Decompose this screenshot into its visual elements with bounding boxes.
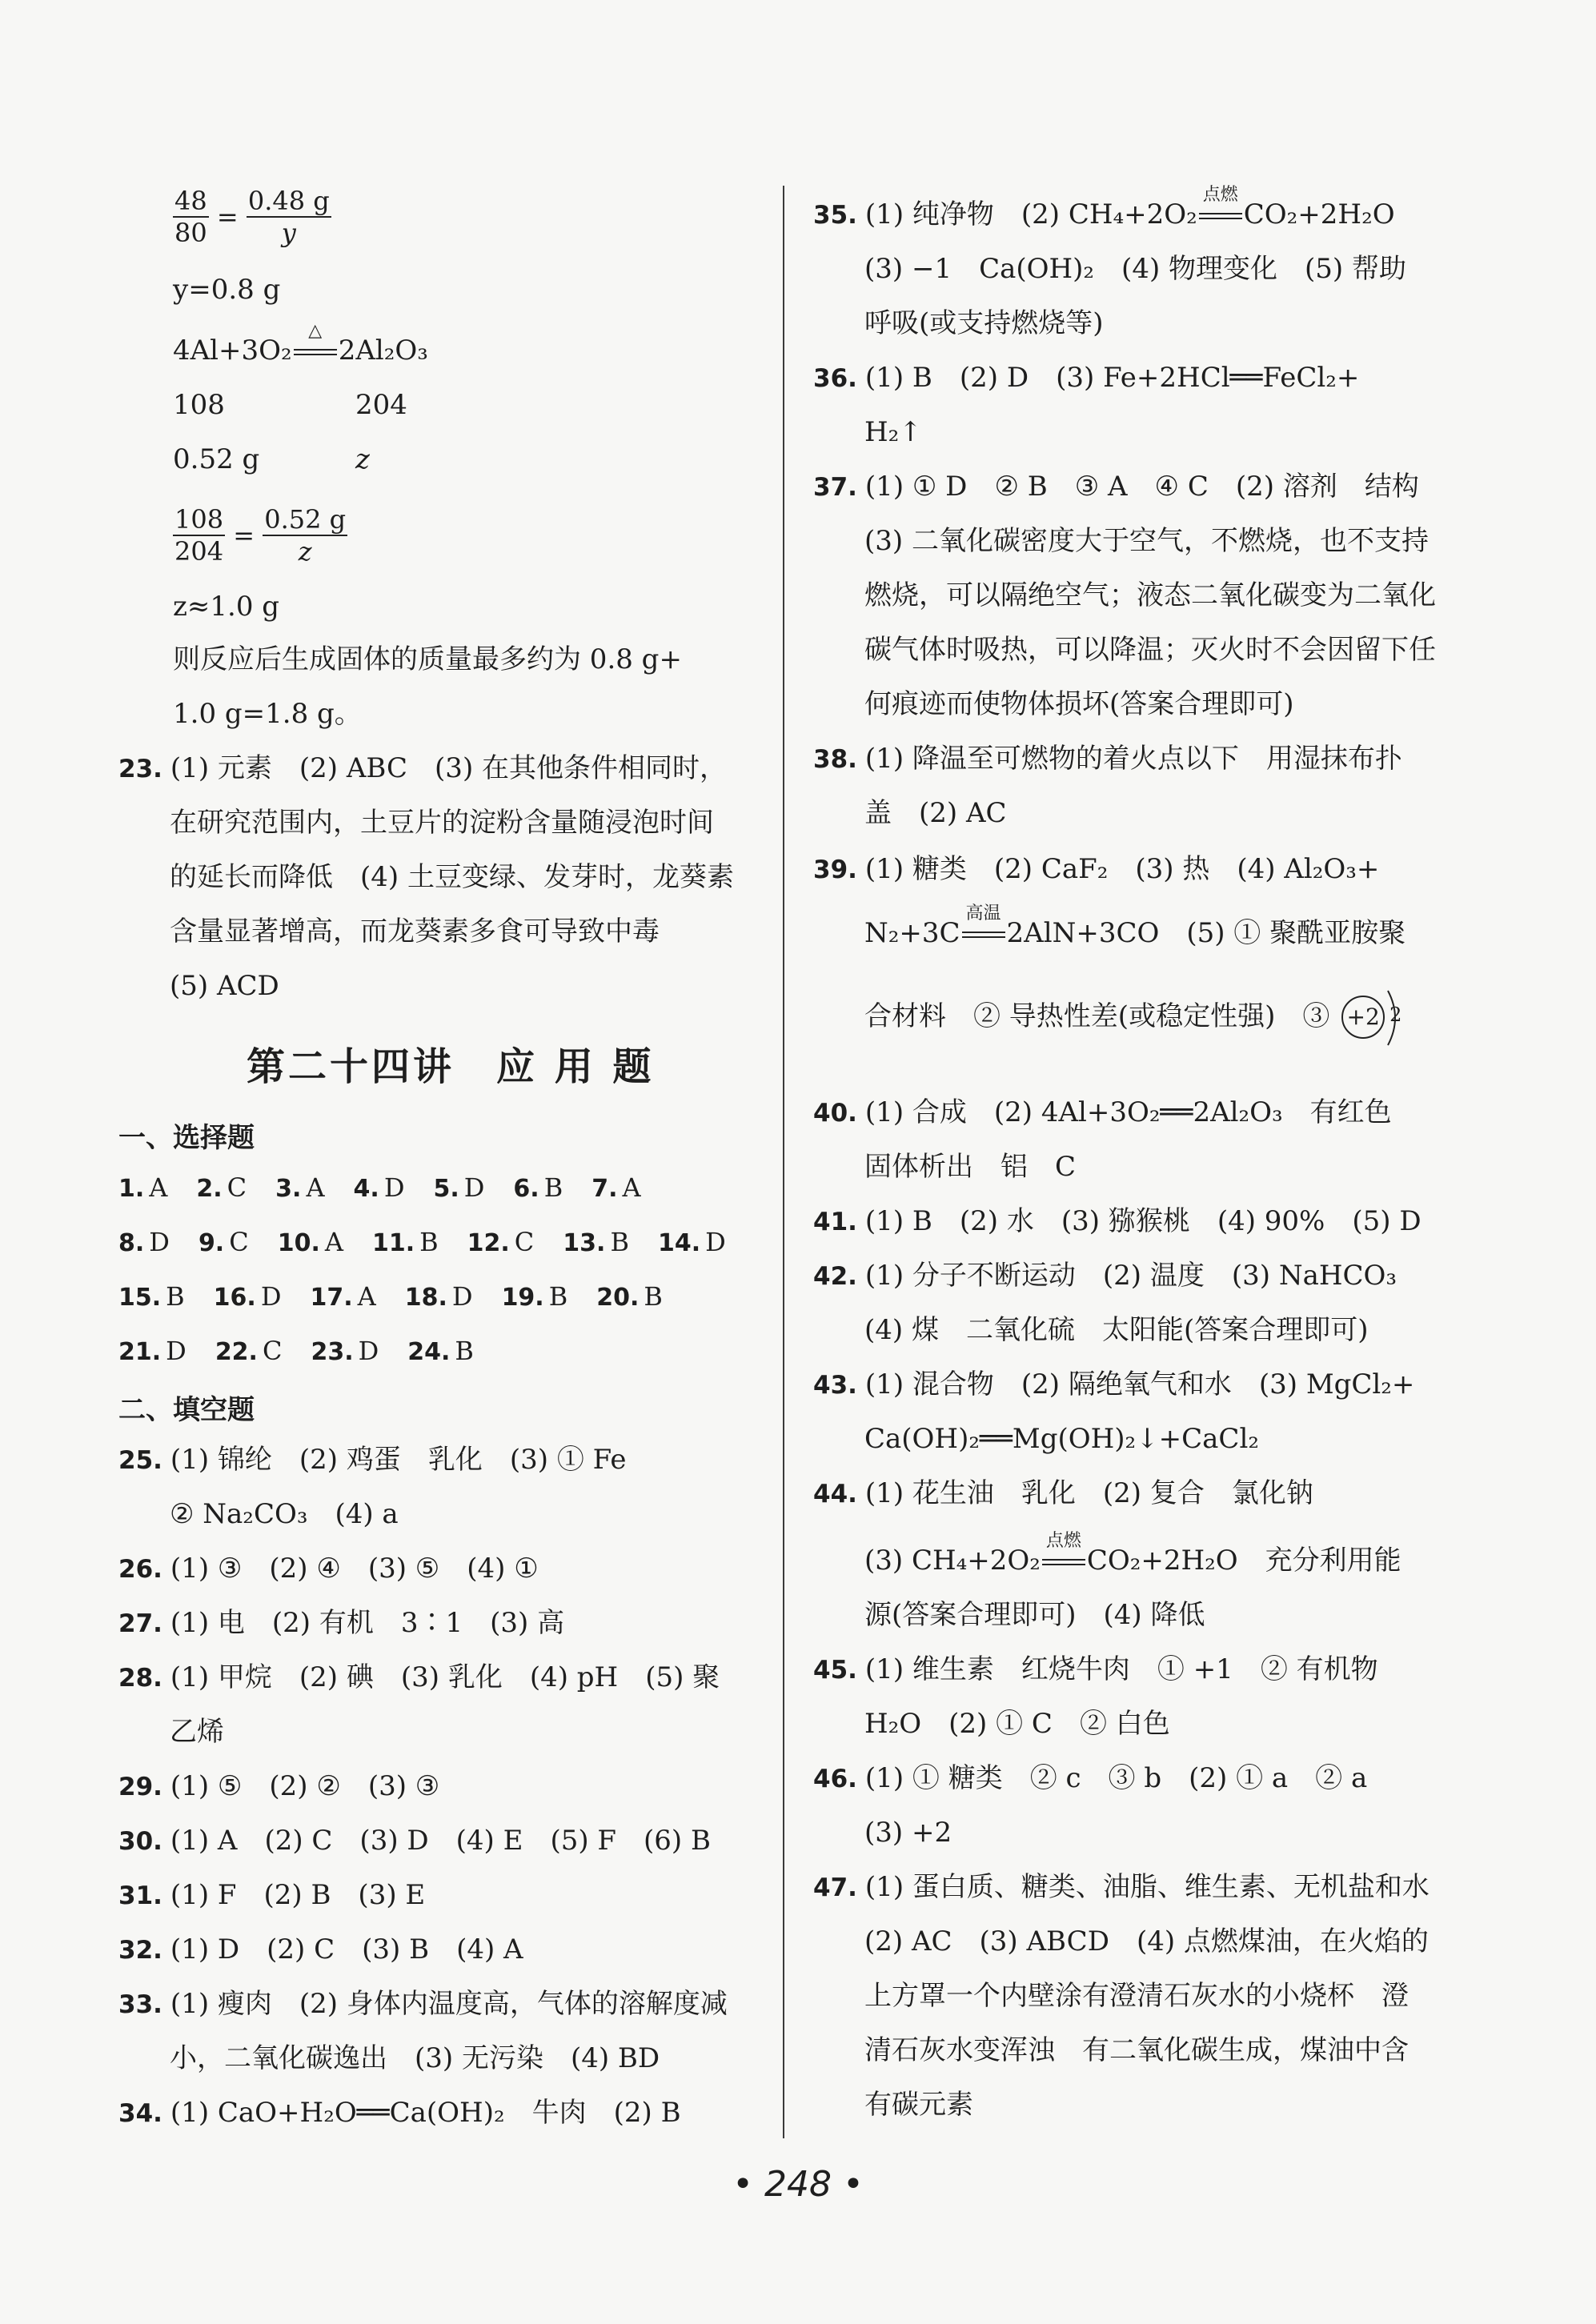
question-number: 30. xyxy=(118,1827,162,1856)
question-number: 11. xyxy=(371,1229,415,1257)
answer-line: 呼吸(或支持燃烧等) xyxy=(864,307,1104,339)
mc-item xyxy=(591,1170,640,1207)
question-number: 32. xyxy=(118,1936,162,1965)
question-number: 23. xyxy=(118,755,162,783)
question-number: 20. xyxy=(596,1284,640,1312)
condition-label: 点燃 xyxy=(1202,185,1238,205)
fraction-48-80: $\frac{48}{80}$ = $\frac{0.48 g}{y}$ xyxy=(174,186,330,248)
answer-line: 燃烧，可以隔绝空气；液态二氧化碳变为二氧化 xyxy=(864,579,1436,611)
answer-text: (3) CH₄+2O₂ xyxy=(864,1545,1041,1577)
mc-item xyxy=(563,1224,629,1261)
question-number: 24. xyxy=(407,1338,451,1366)
answer-line: 何痕迹而使物体损坏(答案合理即可) xyxy=(864,688,1294,720)
answer-line: ② Na₂CO₃ (4) a xyxy=(170,1498,399,1530)
answer-text: (1) CaO+H₂O══Ca(OH)₂ 牛肉 (2) B xyxy=(170,2097,681,2129)
answer-46 xyxy=(813,1761,1367,1797)
question-number: 21. xyxy=(118,1338,162,1366)
mass-value: z xyxy=(355,443,370,475)
frac-numerator: 0.48 g xyxy=(247,186,330,216)
answer-letter: D xyxy=(451,1281,473,1312)
question-number: 29. xyxy=(118,1773,162,1801)
question-number: 17. xyxy=(310,1284,353,1312)
answer-item xyxy=(118,1769,439,1805)
answer-item xyxy=(118,1877,425,1913)
answer-line: 上方罩一个内壁涂有澄清石灰水的小烧杯 澄 xyxy=(864,1980,1409,2012)
question-number: 3. xyxy=(275,1175,302,1203)
electron-shell-arc xyxy=(1385,989,1404,1047)
answer-line: (3) 二氧化碳密度大于空气，不燃烧，也不支持 xyxy=(864,525,1429,557)
answer-40 xyxy=(813,1095,1392,1131)
answer-text: (1) F (2) B (3) E xyxy=(170,1879,426,1911)
answer-line: 源(答案合理即可) (4) 降低 xyxy=(864,1599,1205,1631)
answer-text: (1) 花生油 乳化 (2) 复合 氯化钠 xyxy=(864,1477,1313,1509)
answer-letter: A xyxy=(149,1172,168,1203)
answer-37-line xyxy=(813,469,1419,505)
answer-item xyxy=(118,1932,523,1968)
question-number: 25. xyxy=(118,1446,162,1475)
answer-text: (1) B (2) D (3) Fe+2HCl══FeCl₂+ xyxy=(864,362,1360,394)
question-number: 14. xyxy=(657,1229,701,1257)
answer-letter: C xyxy=(227,1172,247,1203)
answer-item xyxy=(118,1442,627,1478)
mc-item xyxy=(275,1170,324,1207)
question-number: 1. xyxy=(118,1175,145,1203)
answer-text: (1) 电 (2) 有机 3∶1 (3) 高 xyxy=(170,1607,565,1639)
frac-denominator: z xyxy=(298,536,312,567)
fill-blank-heading: 二、填空题 xyxy=(118,1394,255,1426)
answer-item xyxy=(118,1660,720,1696)
mass-value: 108 xyxy=(173,389,225,421)
conclusion-line: 则反应后生成固体的质量最多约为 0.8 g+ xyxy=(173,643,682,675)
answer-47 xyxy=(813,1869,1430,1905)
answer-letter: A xyxy=(622,1172,641,1203)
mc-row xyxy=(118,1333,503,1370)
question-number: 40. xyxy=(813,1099,857,1128)
atom-structure-diagram xyxy=(1338,1000,1410,1036)
result-z: z≈1.0 g xyxy=(173,591,280,623)
question-number: 33. xyxy=(118,1990,162,2019)
molar-mass-row xyxy=(173,387,407,423)
equation-reactants: 4Al+3O₂ xyxy=(173,335,292,367)
answer-line: H₂O (2) ① C ② 白色 xyxy=(864,1708,1170,1740)
question-number: 26. xyxy=(118,1555,162,1584)
mc-item xyxy=(433,1170,484,1207)
frac-numerator: 108 xyxy=(174,504,224,535)
answer-line: (3) +2 xyxy=(864,1817,952,1849)
condition-label: 点燃 xyxy=(1045,1531,1081,1551)
question-number: 22. xyxy=(215,1338,258,1366)
answer-line xyxy=(864,1531,1402,1578)
mc-item xyxy=(118,1224,170,1261)
answer-line: 含量显著增高，而龙葵素多食可导致中毒 xyxy=(170,916,660,948)
mc-item xyxy=(278,1224,343,1261)
answer-item xyxy=(118,1551,539,1587)
fraction-108-204: $\frac{108}{204}$ = $\frac{0.52 g}{z}$ xyxy=(174,504,347,567)
answer-line: Ca(OH)₂══Mg(OH)₂↓+CaCl₂ xyxy=(864,1423,1259,1455)
answer-letter: D xyxy=(149,1227,170,1257)
answer-line: 在研究范围内，土豆片的淀粉含量随浸泡时间 xyxy=(170,807,714,839)
mc-item xyxy=(658,1224,726,1261)
question-number: 45. xyxy=(813,1656,857,1685)
mc-item xyxy=(354,1170,405,1207)
answer-letter: D xyxy=(358,1336,379,1366)
page-number: • 248 • xyxy=(732,2164,864,2205)
answer-text: (1) B (2) 水 (3) 猕猴桃 (4) 90% (5) D xyxy=(864,1205,1422,1237)
answer-text: (1) 糖类 (2) CaF₂ (3) 热 (4) Al₂O₃+ xyxy=(864,853,1380,885)
answer-line: H₂↑ xyxy=(864,416,922,448)
question-number: 19. xyxy=(501,1284,544,1312)
answer-item xyxy=(118,1605,564,1641)
mc-item xyxy=(405,1279,473,1316)
question-number: 44. xyxy=(813,1480,857,1509)
question-number: 41. xyxy=(813,1208,857,1236)
question-number: 8. xyxy=(118,1229,145,1257)
answer-line xyxy=(864,904,1406,951)
answer-text: (1) D (2) C (3) B (4) A xyxy=(170,1933,523,1965)
answer-text: (1) ③ (2) ④ (3) ⑤ (4) ① xyxy=(170,1553,539,1585)
question-number: 4. xyxy=(353,1175,379,1203)
answer-letter: C xyxy=(262,1336,283,1366)
multiple-choice-heading: 一、选择题 xyxy=(118,1122,255,1154)
answer-text: 2AlN+3CO (5) ① 聚酰亚胺聚 xyxy=(1006,917,1406,949)
answer-text: (1) 合成 (2) 4Al+3O₂══2Al₂O₃ 有红色 xyxy=(864,1096,1392,1128)
answer-text: (1) ① 糖类 ② c ③ b (2) ① a ② a xyxy=(864,1762,1368,1794)
answer-line: 碳气体时吸热，可以降温；灭火时不会因留下任 xyxy=(864,634,1436,666)
mc-item xyxy=(596,1279,663,1316)
mc-item xyxy=(467,1224,535,1261)
answer-41 xyxy=(813,1204,1422,1240)
mc-item xyxy=(502,1279,568,1316)
mc-item xyxy=(407,1333,474,1370)
question-number: 31. xyxy=(118,1881,162,1910)
answer-item xyxy=(118,2095,681,2131)
answer-letter: B xyxy=(548,1281,568,1312)
answer-letter: B xyxy=(543,1172,563,1203)
mass-value: 0.52 g xyxy=(173,443,260,475)
answer-23-line xyxy=(118,751,727,787)
mc-item xyxy=(118,1333,186,1370)
answer-35 xyxy=(813,185,1395,233)
answer-text: CO₂+2H₂O xyxy=(1243,198,1395,230)
frac-numerator: 48 xyxy=(174,186,207,216)
answer-text: (1) 降温至可燃物的着火点以下 用湿抹布扑 xyxy=(864,743,1402,775)
question-number: 5. xyxy=(433,1175,459,1203)
answer-line xyxy=(864,999,1410,1036)
question-number: 13. xyxy=(563,1229,606,1257)
condition-label: 高温 xyxy=(965,904,1001,924)
frac-denominator: 204 xyxy=(174,536,224,567)
answer-letter: C xyxy=(514,1227,535,1257)
answer-letter: D xyxy=(383,1172,405,1203)
mc-item xyxy=(118,1170,167,1207)
answer-text: 合材料 ② 导热性差(或稳定性强) ③ xyxy=(864,1000,1330,1032)
heat-symbol: △ xyxy=(308,321,323,341)
answer-letter: D xyxy=(463,1172,485,1203)
answer-letter: B xyxy=(644,1281,663,1312)
mc-row xyxy=(118,1224,755,1261)
mc-item xyxy=(310,1279,375,1316)
question-number: 10. xyxy=(277,1229,320,1257)
mc-item xyxy=(311,1333,379,1370)
question-number: 18. xyxy=(404,1284,447,1312)
question-number: 15. xyxy=(118,1284,162,1312)
answer-text: (1) ⑤ (2) ② (3) ③ xyxy=(170,1770,440,1802)
question-number: 43. xyxy=(813,1371,857,1400)
answer-letter: B xyxy=(166,1281,185,1312)
answer-text: (1) 维生素 红烧牛肉 ① +1 ② 有机物 xyxy=(864,1653,1378,1685)
nucleus-circle: +2 xyxy=(1341,996,1385,1039)
equation-condition xyxy=(1041,1531,1087,1578)
answer-text: (1) 锦纶 (2) 鸡蛋 乳化 (3) ① Fe xyxy=(170,1444,627,1476)
mc-item xyxy=(118,1279,185,1316)
equation-products: 2Al₂O₃ xyxy=(338,335,428,367)
answer-38-line xyxy=(813,741,1402,777)
answer-letter: A xyxy=(324,1227,343,1257)
equation-condition xyxy=(292,321,339,368)
answer-text: (1) 分子不断运动 (2) 温度 (3) NaHCO₃ xyxy=(864,1260,1398,1292)
answer-line: 小，二氧化碳逸出 (3) 无污染 (4) BD xyxy=(170,2042,660,2074)
column-divider xyxy=(783,186,784,2138)
frac-denominator: y xyxy=(281,218,296,248)
answer-item xyxy=(118,1823,711,1859)
mc-row xyxy=(118,1170,670,1207)
mc-item xyxy=(196,1170,247,1207)
answer-letter: B xyxy=(455,1336,474,1366)
answer-44 xyxy=(813,1476,1313,1512)
answer-letter: B xyxy=(610,1227,629,1257)
question-number: 28. xyxy=(118,1664,162,1693)
answer-text: (1) 混合物 (2) 隔绝氧气和水 (3) MgCl₂+ xyxy=(864,1368,1415,1400)
answer-line: 有碳元素 xyxy=(864,2089,973,2121)
frac-denominator: 80 xyxy=(174,218,207,248)
given-mass-row xyxy=(173,442,370,477)
question-number: 23. xyxy=(311,1338,354,1366)
answer-36 xyxy=(813,360,1359,396)
answer-text: (1) 纯净物 (2) CH₄+2O₂ xyxy=(864,198,1197,230)
equation-condition xyxy=(960,904,1007,951)
question-number: 35. xyxy=(813,201,857,230)
answer-43 xyxy=(813,1367,1414,1403)
question-number: 42. xyxy=(813,1262,857,1291)
answer-letter: B xyxy=(419,1227,439,1257)
question-number: 12. xyxy=(467,1229,510,1257)
mc-item xyxy=(214,1279,282,1316)
answer-letter: D xyxy=(260,1281,282,1312)
answer-line: (3) −1 Ca(OH)₂ (4) 物理变化 (5) 帮助 xyxy=(864,253,1406,285)
question-number: 2. xyxy=(196,1175,223,1203)
question-number: 7. xyxy=(591,1175,618,1203)
answer-letter: A xyxy=(357,1281,376,1312)
question-number: 27. xyxy=(118,1609,162,1638)
question-number: 6. xyxy=(513,1175,539,1203)
question-number: 39. xyxy=(813,855,857,884)
answer-line: 乙烯 xyxy=(170,1716,224,1748)
answer-letter: D xyxy=(166,1336,186,1366)
answer-39 xyxy=(813,851,1379,888)
question-number: 37. xyxy=(813,473,857,502)
question-number: 16. xyxy=(213,1284,256,1312)
mc-item xyxy=(198,1224,249,1261)
answer-text: (1) 瘦肉 (2) 身体内温度高，气体的溶解度减 xyxy=(170,1988,728,2020)
answer-text: (1) ① D ② B ③ A ④ C (2) 溶剂 结构 xyxy=(864,471,1419,503)
answer-letter: C xyxy=(229,1227,249,1257)
mc-item xyxy=(215,1333,283,1370)
result-y: y=0.8 g xyxy=(173,274,281,306)
answer-letter: A xyxy=(306,1172,325,1203)
section-title: 第二十四讲 应 用 题 xyxy=(247,1044,655,1089)
frac-numerator: 0.52 g xyxy=(264,504,347,535)
answer-text: N₂+3C xyxy=(864,917,960,949)
question-number: 46. xyxy=(813,1765,857,1793)
answer-text: (1) A (2) C (3) D (4) E (5) F (6) B xyxy=(170,1825,711,1857)
reaction-equation xyxy=(173,321,428,368)
answer-text: CO₂+2H₂O 充分利用能 xyxy=(1086,1545,1402,1577)
equation-condition xyxy=(1197,185,1244,232)
mc-row xyxy=(118,1279,692,1316)
answer-text: (1) 甲烷 (2) 碘 (3) 乳化 (4) pH (5) 聚 xyxy=(170,1661,720,1693)
electron-count: 2 xyxy=(1389,1004,1402,1026)
question-number: 34. xyxy=(118,2099,162,2128)
answer-text: (1) 蛋白质、糖类、油脂、维生素、无机盐和水 xyxy=(864,1871,1430,1903)
answer-42 xyxy=(813,1258,1397,1294)
mass-value: 204 xyxy=(355,389,407,421)
answer-text: (1) 元素 (2) ABC (3) 在其他条件相同时， xyxy=(170,752,728,784)
mc-item xyxy=(513,1170,563,1207)
answer-item xyxy=(118,1986,728,2022)
question-number: 36. xyxy=(813,364,857,393)
answer-letter: D xyxy=(705,1227,726,1257)
question-number: 47. xyxy=(813,1873,857,1902)
answer-line: 的延长而降低 (4) 土豆变绿、发芽时，龙葵素 xyxy=(170,861,734,893)
answer-line: (2) AC (3) ABCD (4) 点燃煤油，在火焰的 xyxy=(864,1925,1429,1957)
answer-45 xyxy=(813,1652,1378,1688)
answer-line: 盖 (2) AC xyxy=(864,797,1007,829)
conclusion-line: 1.0 g=1.8 g。 xyxy=(173,698,362,730)
answer-line: 清石灰水变浑浊 有二氧化碳生成，煤油中含 xyxy=(864,2034,1409,2066)
mc-item xyxy=(372,1224,439,1261)
question-number: 38. xyxy=(813,745,857,774)
question-number: 9. xyxy=(198,1229,225,1257)
answer-line: (4) 煤 二氧化硫 太阳能(答案合理即可) xyxy=(864,1314,1369,1346)
answer-line: 固体析出 铝 C xyxy=(864,1151,1077,1183)
answer-line: (5) ACD xyxy=(170,970,279,1002)
